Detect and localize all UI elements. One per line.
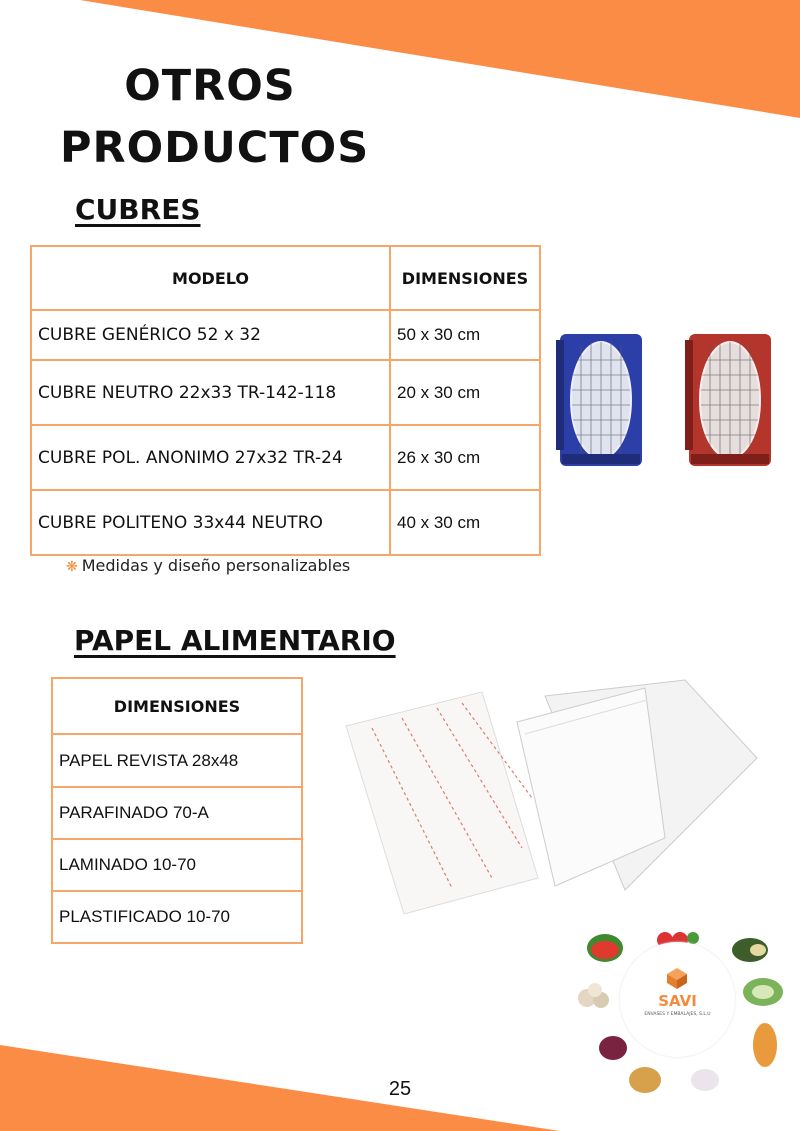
modelo-cell: CUBRE POLITENO 33x44 NEUTRO [31, 490, 390, 555]
table-row [31, 490, 540, 555]
dimension-cell: 40 x 30 cm [390, 490, 540, 555]
page-title-line2: PRODUCTOS [60, 123, 370, 173]
table-row [31, 425, 540, 490]
blue-crate-cover-image [556, 330, 646, 470]
table-row [31, 360, 540, 425]
box-icon [665, 966, 689, 990]
table-row [52, 891, 302, 943]
note-text: Medidas y diseño personalizables [81, 556, 351, 575]
cubres-heading: CUBRES [75, 193, 201, 226]
table-row [31, 310, 540, 360]
customization-note [66, 556, 350, 575]
logo-name: SAVI [658, 992, 697, 1010]
savi-logo-vegetables [565, 920, 790, 1095]
column-header-dimensiones: DIMENSIONES [390, 246, 540, 310]
paper-cell: PLASTIFICADO 10-70 [52, 891, 302, 943]
logo-tagline: ENVASES Y EMBALAJES, S.L.U [644, 1012, 711, 1017]
papel-table [51, 677, 303, 944]
asterisk-icon: ❋ [66, 559, 78, 575]
papel-heading: PAPEL ALIMENTARIO [74, 624, 396, 657]
paper-cell: PAPEL REVISTA 28x48 [52, 734, 302, 787]
savi-logo [620, 942, 735, 1057]
striped-paper-image [342, 688, 542, 918]
table-header-row [52, 678, 302, 734]
page-number: 25 [388, 1078, 412, 1100]
page-title [60, 55, 370, 179]
column-header-modelo: MODELO [31, 246, 390, 310]
dimension-cell: 26 x 30 cm [390, 425, 540, 490]
column-header-dimensiones: DIMENSIONES [52, 678, 302, 734]
paper-cell: PARAFINADO 70-A [52, 787, 302, 839]
table-header-row [31, 246, 540, 310]
modelo-cell: CUBRE GENÉRICO 52 x 32 [31, 310, 390, 360]
cubres-table [30, 245, 541, 556]
table-row [52, 734, 302, 787]
modelo-cell: CUBRE POL. ANONIMO 27x32 TR-24 [31, 425, 390, 490]
paper-cell: LAMINADO 10-70 [52, 839, 302, 891]
dimension-cell: 50 x 30 cm [390, 310, 540, 360]
modelo-cell: CUBRE NEUTRO 22x33 TR-142-118 [31, 360, 390, 425]
white-paper-bags-image [515, 678, 760, 893]
dimension-cell: 20 x 30 cm [390, 360, 540, 425]
page-title-line1: OTROS [124, 61, 296, 111]
table-row [52, 787, 302, 839]
table-row [52, 839, 302, 891]
red-crate-cover-image [685, 330, 775, 470]
